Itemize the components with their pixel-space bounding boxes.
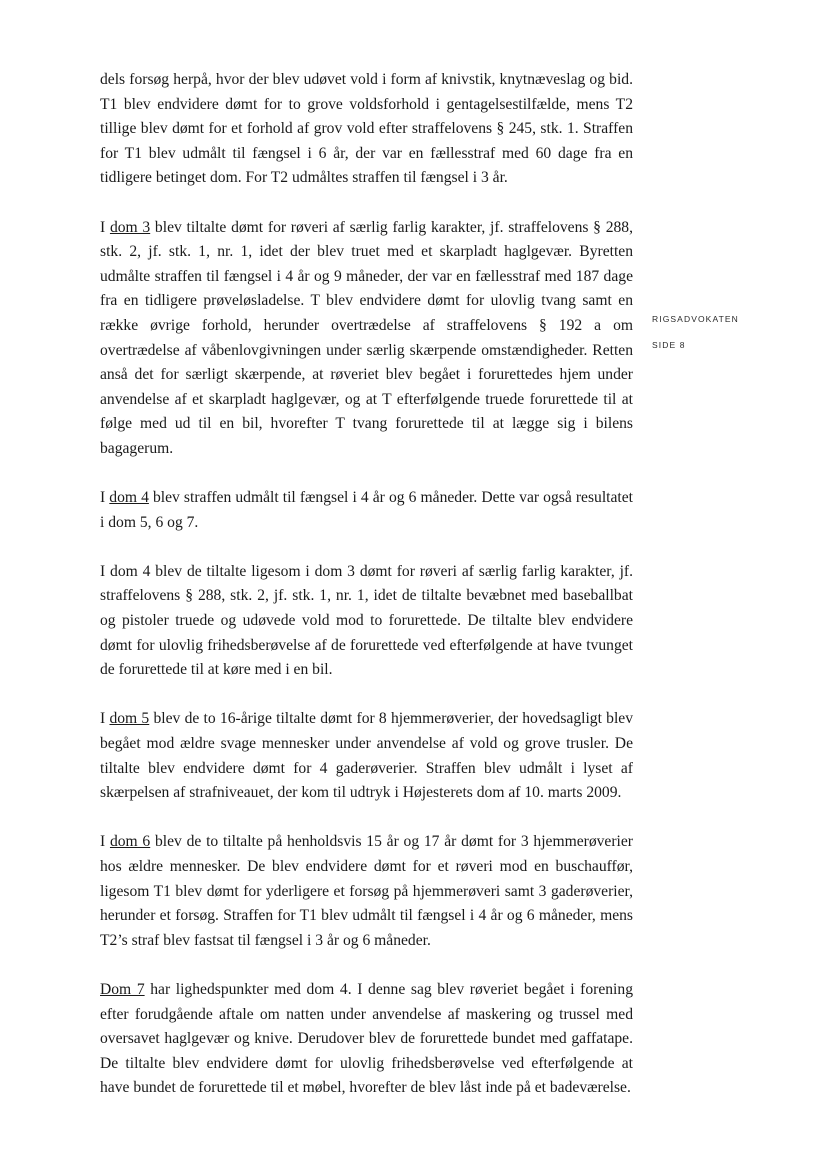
paragraph-1: dels forsøg herpå, hvor der blev udøvet vold i form af knivstik, knytnæveslag og bid. T1 blev endvidere dømt for to grove voldsforhold i gentagelsestilfælde, mens T2 tillige blev dømt for et forhold af grov vold efter straffelovens § 245, stk. 1. Straffen for T1 blev udmålt til fængsel i 6 år, der var en fællesstraf med 60 dage fra en tidligere betinget dom. For T2 udmåltes straffen til fængsel i 3 år.	[100, 71, 633, 187]
ref-dom-7: Dom 7	[100, 980, 145, 998]
organization-name: RIGSADVOKATEN	[652, 314, 739, 324]
ref-dom-6: dom 6	[109, 833, 151, 851]
paragraph-2: I dom 3 blev tiltalte dømt for røveri af særlig farlig karakter, jf. straffelovens § 288, stk. 2, jf. stk. 1, nr. 1, idet der blev truet med et skarpladt haglgevær. Byretten udmålte straffen til fængsel i 4 år og 9 måneder, der var en fællesstraf med 187 dage fra en tidligere prøveløsladelse. T blev endvidere dømt for ulovlig tvang samt en række øvrige forhold, herunder overtrædelse af straffelovens § 192 a om overtrædelse af våbenlovgivningen under særlig skærpende omstændigheder. Retten anså det for særligt skærpende, at røveriet blev begået i forurettedes hjem under anvendelse af et skarpladt haglgevær, og at T efterfølgende truede forurettede til at følge med ud til en bil, hvorefter T tvang forurettede til at lægge sig i bilens bagagerum.	[100, 218, 634, 457]
paragraph-4: I dom 4 blev de tiltalte ligesom i dom 3 dømt for røveri af særlig farlig karakter, jf. straffelovens § 288, stk. 2, jf. stk. 1, nr. 1, idet de tiltalte bevæbnet med baseballbat og pistoler truede og udøvede vold mod to forurettede. De tiltalte blev endvidere dømt for ulovlig frihedsberøvelse af de forurettede ved efterfølgende at have tvunget de forurettede til at køre med i en bil.	[100, 562, 633, 679]
page-number: SIDE 8	[652, 340, 686, 350]
paragraph-5: I dom 5 blev de to 16-årige tiltalte dømt for 8 hjemmerøverier, der hovedsagligt blev begået mod ældre svage mennesker under anvendelse af vold og grove trusler. De tiltalte blev endvidere dømt for 4 gaderøverier. Straffen blev udmålt i lyset af skærpelsen af strafniveauet, der kom til udtryk i Højesterets dom af 10. marts 2009.	[100, 710, 634, 802]
ref-dom-4: dom 4	[109, 489, 149, 507]
paragraph-6: I dom 6 blev de to tiltalte på henholdsvis 15 år og 17 år dømt for 3 hjemmerøverier hos ældre mennesker. De blev endvidere dømt for et røveri mod en buschauffør, ligesom T1 blev dømt for yderligere et forsøg på hjemmerøveri samt 3 gaderøverier, herunder et forsøg. Straffen for T1 blev udmålt til fængsel i 4 år og 6 måneder, mens T2’s straf blev fastsat til fængsel i 3 år og 6 måneder.	[100, 833, 633, 949]
paragraph-7: Dom 7 har lighedspunkter med dom 4. I denne sag blev røveriet begået i forening efter forudgående aftale om natten under anvendelse af maskering og trussel med oversavet haglgevær og knive. Derudover blev de forurettede bundet med gaffatape. De tiltalte blev endvidere dømt for ulovlig frihedsberøvelse ved efterfølgende at have bundet de forurettede til et møbel, hvorefter de blev låst inde på et badeværelse.	[100, 980, 633, 1097]
body-text	[100, 68, 633, 1126]
paragraph-3: I dom 4 blev straffen udmålt til fængsel i 4 år og 6 måneder. Dette var også resultatet i dom 5, 6 og 7.	[100, 489, 634, 531]
ref-dom-5: dom 5	[109, 710, 150, 728]
sidebar	[652, 314, 739, 350]
ref-dom-3: dom 3	[109, 218, 151, 236]
